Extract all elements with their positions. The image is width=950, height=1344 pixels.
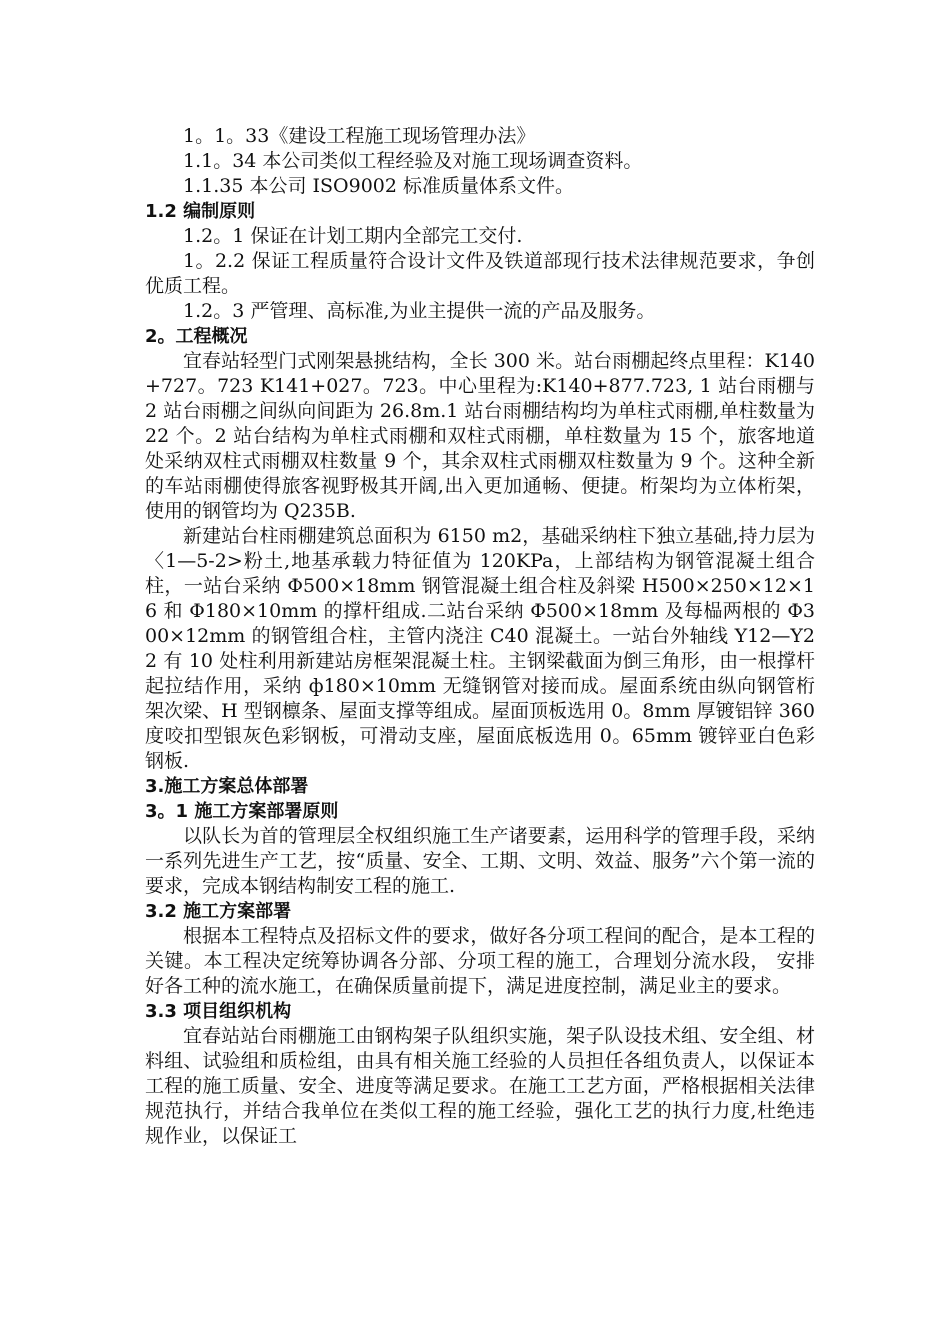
heading-1-2: 1.2 编制原则 [145,201,256,222]
paragraph-overview-1: 宜春站轻型门式刚架悬挑结构，全长 300 米。站台雨棚起终点里程：K140+727。723 K141+027。723。中心里程为:K140+877.723, 1 站台雨棚与 2 站台雨棚之间纵向间距为 26.8m.1 站台雨棚结构均为单柱式雨棚,单柱数量为 22 个。2 站台结构为单柱式雨棚和双柱式雨棚，单柱数量为 15 个，旅客地道处采纳双柱式雨棚双柱数量 9 个，其余双柱式雨棚双柱数量为 9 个。这种全新的车站雨棚使得旅客视野极其开阔,出入更加通畅、便捷。桁架均为立体桁架，使用的钢管均为 Q235B. [145,350,815,522]
paragraph-1-1-33: 1。1。33《建设工程施工现场管理办法》 [183,125,536,147]
paragraph-overview-2: 新建站台柱雨棚建筑总面积为 6150 m2，基础采纳柱下独立基础,持力层为〈1—5-2>粉土,地基承载力特征值为 120KPa，上部结构为钢管混凝土组合柱，一站台采纳 Φ500×18mm 钢管混凝土组合柱及斜梁 H500×250×12×16 和 Φ180×10mm 的撑杆组成.二站台采纳 Φ500×18mm 及每榀两根的 Φ300×12mm 的钢管组合柱，主管内浇注 C40 混凝土。一站台外轴线 Y12—Y22 有 10 处柱利用新建站房框架混凝土柱。主钢梁截面为倒三角形，由一根撑杆起拉结作用，采纳 ф180×10mm 无缝钢管对接而成。屋面系统由纵向钢管桁架次梁、H 型钢檩条、屋面支撑等组成。屋面顶板选用 0。8mm 厚镀铝锌 360 度咬扣型银灰色彩钢板，可滑动支座，屋面底板选用 0。65mm 镀锌亚白色彩钢板. [145,525,815,772]
paragraph-1-2-2: 1。2.2 保证工程质量符合设计文件及铁道部现行技术法律规范要求，争创优质工程。 [145,250,815,297]
heading-2: 2。工程概况 [145,326,248,347]
paragraph-3-2: 根据本工程特点及招标文件的要求，做好各分项工程间的配合，是本工程的关键。本工程决定统筹协调各分部、分项工程的施工，合理划分流水段， 安排好各工种的流水施工，在确保质量前提下，满足进度控制，满足业主的要求。 [145,925,815,997]
paragraph-1-1-35: 1.1.35 本公司 ISO9002 标准质量体系文件。 [183,175,575,197]
heading-3-2: 3.2 施工方案部署 [145,901,292,922]
heading-3: 3.施工方案总体部署 [145,776,309,797]
paragraph-3-1: 以队长为首的管理层全权组织施工生产诸要素，运用科学的管理手段，采纳一系列先进生产工艺，按“质量、安全、工期、文明、效益、服务”六个第一流的要求，完成本钢结构制安工程的施工. [145,825,815,897]
document-body [145,124,815,1149]
paragraph-1-2-3: 1.2。3 严管理、高标准,为业主提供一流的产品及服务。 [183,300,656,322]
paragraph-3-3: 宜春站站台雨棚施工由钢构架子队组织实施，架子队设技术组、安全组、材料组、试验组和质检组，由具有相关施工经验的人员担任各组负责人，以保证本工程的施工质量、安全、进度等满足要求。在施工工艺方面，严格根据相关法律规范执行，并结合我单位在类似工程的施工经验，强化工艺的执行力度,杜绝违规作业，以保证工 [145,1025,815,1147]
paragraph-1-2-1: 1.2。1 保证在计划工期内全部完工交付. [183,225,523,247]
heading-3-1: 3。1 施工方案部署原则 [145,801,339,822]
heading-3-3: 3.3 项目组织机构 [145,1001,292,1022]
paragraph-1-1-34: 1.1。34 本公司类似工程经验及对施工现场调查资料。 [183,150,643,172]
